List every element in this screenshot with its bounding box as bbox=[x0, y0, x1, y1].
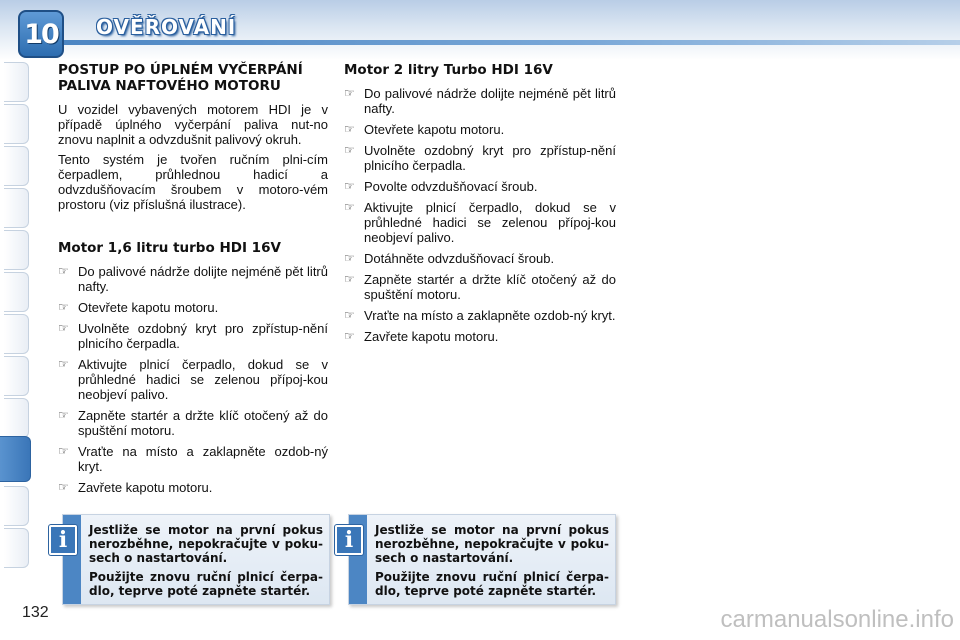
step-item: ☞ Vraťte na místo a zaklapněte ozdob-ný kryt. bbox=[344, 308, 616, 323]
hand-pointer-icon: ☞ bbox=[344, 122, 355, 136]
hand-pointer-icon: ☞ bbox=[58, 480, 69, 494]
page-number: 132 bbox=[22, 604, 49, 621]
chapter-tab[interactable] bbox=[4, 146, 29, 186]
hand-pointer-icon: ☞ bbox=[58, 321, 69, 335]
motor-2-0-title: Motor 2 litry Turbo HDI 16V bbox=[344, 62, 553, 78]
hand-pointer-icon: ☞ bbox=[344, 86, 355, 100]
step-item: ☞ Do palivové nádrže dolijte nejméně pět litrů nafty. bbox=[58, 264, 328, 294]
hand-pointer-icon: ☞ bbox=[58, 300, 69, 314]
hand-pointer-icon: ☞ bbox=[58, 408, 69, 422]
step-item: ☞ Do palivové nádrže dolijte nejméně pět litrů nafty. bbox=[344, 86, 616, 116]
step-item: ☞ Dotáhněte odvzdušňovací šroub. bbox=[344, 251, 555, 266]
hand-pointer-icon: ☞ bbox=[344, 308, 355, 322]
info-box bbox=[58, 514, 330, 605]
step-item: ☞ Zavřete kapotu motoru. bbox=[58, 480, 213, 495]
info-line: Použijte znovu ruční plnicí čerpa-dlo, teprve poté zapněte startér. bbox=[89, 570, 323, 598]
step-item: ☞ Zapněte startér a držte klíč otočený až do spuštění motoru. bbox=[344, 272, 616, 302]
info-text bbox=[375, 523, 609, 603]
intro-paragraph: U vozidel vybavených motorem HDI je v případě úplného vyčerpání paliva nut-no znovu naplnit a odvzdušnit palivový okruh. bbox=[58, 102, 328, 147]
hand-pointer-icon: ☞ bbox=[344, 179, 355, 193]
chapter-tab[interactable] bbox=[4, 486, 29, 526]
step-item: ☞ Uvolněte ozdobný kryt pro zpřístup-nění plnicího čerpadla. bbox=[344, 143, 616, 173]
step-item: ☞ Otevřete kapotu motoru. bbox=[344, 122, 505, 137]
chapter-tab[interactable] bbox=[4, 62, 29, 102]
step-item: ☞ Zavřete kapotu motoru. bbox=[344, 329, 499, 344]
step-item: ☞ Otevřete kapotu motoru. bbox=[58, 300, 219, 315]
info-text bbox=[89, 523, 323, 603]
hand-pointer-icon: ☞ bbox=[344, 251, 355, 265]
steps-list-2-0 bbox=[344, 86, 616, 344]
info-icon: i bbox=[335, 525, 363, 555]
info-line: Jestliže se motor na první pokus nerozběhne, nepokračujte v poku-sech o nastartování. bbox=[375, 523, 609, 565]
chapter-tab[interactable] bbox=[4, 104, 29, 144]
chapter-tab-active[interactable] bbox=[0, 436, 31, 482]
hand-pointer-icon: ☞ bbox=[344, 272, 355, 286]
motor-1-6-title: Motor 1,6 litru turbo HDI 16V bbox=[58, 240, 281, 256]
section-title: POSTUP PO ÚPLNÉM VYČERPÁNÍ PALIVA NAFTOVÉHO MOTORU bbox=[58, 62, 303, 94]
step-item: ☞ Vraťte na místo a zaklapněte ozdob-ný kryt. bbox=[58, 444, 328, 474]
info-line: Použijte znovu ruční plnicí čerpa-dlo, teprve poté zapněte startér. bbox=[375, 570, 609, 598]
chapter-tab[interactable] bbox=[4, 272, 29, 312]
step-item: ☞ Povolte odvzdušňovací šroub. bbox=[344, 179, 538, 194]
left-column bbox=[58, 62, 328, 501]
step-item: ☞ Aktivujte plnicí čerpadlo, dokud se v průhledné hadici se zelenou přípoj-kou neobjeví palivo. bbox=[58, 357, 328, 402]
info-box bbox=[344, 514, 616, 605]
step-item: ☞ Aktivujte plnicí čerpadlo, dokud se v průhledné hadici se zelenou přípoj-kou neobjeví palivo. bbox=[344, 200, 616, 245]
info-line: Jestliže se motor na první pokus nerozběhne, nepokračujte v poku-sech o nastartování. bbox=[89, 523, 323, 565]
system-paragraph: Tento systém je tvořen ručním plni-cím čerpadlem, průhlednou hadicí a odvzdušňovacím šroubem v motoro-vém prostoru (viz příslušná ilustrace). bbox=[58, 152, 328, 212]
page-title: OVĚŘOVÁNÍ bbox=[96, 15, 237, 39]
chapter-tab[interactable] bbox=[4, 230, 29, 270]
chapter-tab[interactable] bbox=[4, 528, 29, 568]
chapter-tab[interactable] bbox=[4, 314, 29, 354]
hand-pointer-icon: ☞ bbox=[58, 444, 69, 458]
step-item: ☞ Zapněte startér a držte klíč otočený až do spuštění motoru. bbox=[58, 408, 328, 438]
hand-pointer-icon: ☞ bbox=[58, 357, 69, 371]
hand-pointer-icon: ☞ bbox=[344, 200, 355, 214]
info-icon: i bbox=[49, 525, 77, 555]
hand-pointer-icon: ☞ bbox=[344, 143, 355, 157]
steps-list-1-6 bbox=[58, 264, 328, 495]
hand-pointer-icon: ☞ bbox=[58, 264, 69, 278]
hand-pointer-icon: ☞ bbox=[344, 329, 355, 343]
chapter-badge: 10 bbox=[18, 10, 64, 58]
chapter-tabs bbox=[0, 62, 40, 582]
chapter-tab[interactable] bbox=[4, 398, 29, 438]
right-column bbox=[344, 62, 616, 350]
header-rule bbox=[40, 40, 960, 45]
chapter-tab[interactable] bbox=[4, 356, 29, 396]
step-item: ☞ Uvolněte ozdobný kryt pro zpřístup-nění plnicího čerpadla. bbox=[58, 321, 328, 351]
chapter-tab[interactable] bbox=[4, 188, 29, 228]
watermark: carmanualsonline.info bbox=[720, 606, 954, 633]
